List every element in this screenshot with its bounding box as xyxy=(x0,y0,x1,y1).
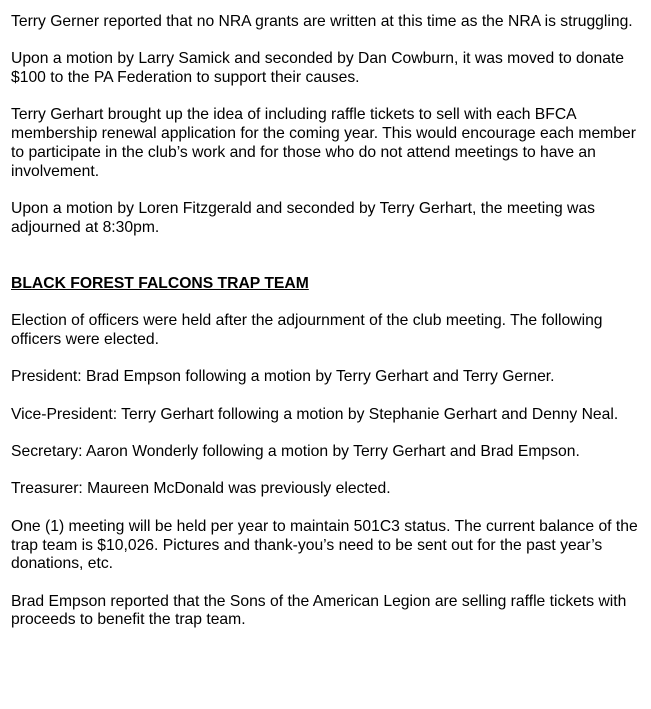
spacer xyxy=(11,32,641,51)
spacer xyxy=(11,350,641,369)
spacer xyxy=(11,499,641,518)
spacer xyxy=(11,293,641,312)
paragraph-raffle-tickets: Terry Gerhart brought up the idea of including raffle tickets to sell with each BFCA membership renewal application for the coming year. This would encourage each member to participate in the club’s work and for those who do not attend meetings to have an involvement. xyxy=(11,106,636,180)
spacer xyxy=(11,181,641,200)
paragraph-vice-president: Vice-President: Terry Gerhart following a motion by Stephanie Gerhart and Denny Neal. xyxy=(11,405,619,423)
paragraph-election: Election of officers were held after the adjournment of the club meeting. The following officers were elected. xyxy=(11,312,603,348)
paragraph-donation-motion: Upon a motion by Larry Samick and seconded by Dan Cowburn, it was moved to donate $100 to the PA Federation to support their causes. xyxy=(11,50,625,87)
spacer xyxy=(11,237,641,274)
spacer xyxy=(11,424,641,443)
section-heading: BLACK FOREST FALCONS TRAP TEAM xyxy=(11,274,309,292)
paragraph-secretary: Secretary: Aaron Wonderly following a motion by Terry Gerhart and Brad Empson. xyxy=(11,443,580,461)
spacer xyxy=(11,462,641,481)
spacer xyxy=(11,574,641,593)
spacer xyxy=(11,387,641,406)
document-page xyxy=(11,13,641,630)
paragraph-nra-grants: Terry Gerner reported that no NRA grants are written at this time as the NRA is struggling. xyxy=(11,13,633,30)
paragraph-raffle-legion: Brad Empson reported that the Sons of the American Legion are selling raffle tickets with proceeds to benefit the trap team. xyxy=(11,592,627,629)
paragraph-meeting-balance: One (1) meeting will be held per year to maintain 501C3 status. The current balance of the trap team is $10,026. Pictures and thank-you’s need to be sent out for the past year’s donations, etc. xyxy=(11,517,638,573)
spacer xyxy=(11,88,641,107)
paragraph-president: President: Brad Empson following a motion by Terry Gerhart and Terry Gerner. xyxy=(11,368,555,386)
paragraph-adjournment: Upon a motion by Loren Fitzgerald and seconded by Terry Gerhart, the meeting was adjourned at 8:30pm. xyxy=(11,199,595,236)
paragraph-treasurer: Treasurer: Maureen McDonald was previously elected. xyxy=(11,480,391,498)
